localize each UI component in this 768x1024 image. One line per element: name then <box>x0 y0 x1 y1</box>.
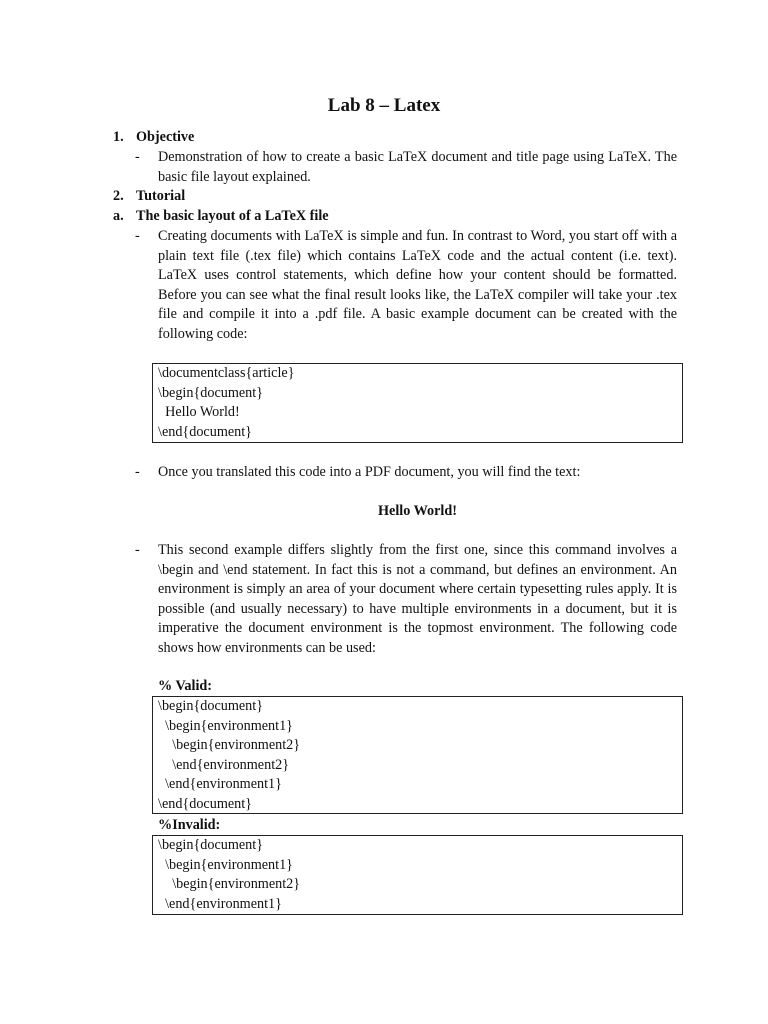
subsection-a-heading: The basic layout of a LaTeX file <box>136 208 329 224</box>
bullet-dash: - <box>135 149 140 165</box>
section-1-heading: Objective <box>136 129 195 145</box>
document-title: Lab 8 – Latex <box>327 95 441 116</box>
code-line: \begin{environment1} <box>158 856 293 873</box>
code-line: \end{document} <box>158 795 252 812</box>
code-line: \documentclass{article} <box>158 365 295 381</box>
code-line: \end{environment1} <box>158 895 282 912</box>
section-2-number: 2. <box>113 188 124 204</box>
code-line: \end{environment2} <box>158 756 290 773</box>
code-line: Hello World! <box>158 404 240 420</box>
code-line: \begin{environment2} <box>158 737 301 753</box>
code-box-invalid <box>152 835 683 915</box>
section-1-number: 1. <box>113 129 124 145</box>
valid-label: % Valid: <box>158 678 213 694</box>
objective-text: Demonstration of how to create a basic LaTeX document and title page using LaTeX. The basic file layout explained. <box>158 149 677 185</box>
code-line: \end{environment1} <box>158 776 282 792</box>
section-2-heading: Tutorial <box>136 188 186 204</box>
code-line: \end{document} <box>158 423 252 440</box>
code-box-valid <box>152 696 683 814</box>
subsection-a-number: a. <box>113 208 124 224</box>
code-line: \begin{environment2} <box>158 876 301 892</box>
bullet-dash: - <box>135 542 140 558</box>
paragraph-basic-layout: Creating documents with LaTeX is simple and fun. In contrast to Word, you start off with a plain text file (.tex file) which contains LaTeX code and the actual content (i.e. text). LaTeX uses control statements, which define how your content should be formatted. Before you can see what the final result looks like, the LaTeX compiler will take your .tex file and compile it into a .pdf file. A basic example document can be created with the following code: <box>158 228 677 342</box>
hello-world-output: Hello World! <box>378 503 457 519</box>
code-line: \begin{environment1} <box>158 717 293 734</box>
bullet-dash: - <box>135 228 140 244</box>
invalid-label: %Invalid: <box>158 817 221 833</box>
code-box-basic <box>152 363 683 443</box>
paragraph-environments: This second example differs slightly from the first one, since this command involves a \begin and \end statement. In fact this is not a command, but defines an environment. An environment is simply an area of your document where certain typesetting rules apply. It is possible (and usually necessary) to have multiple environments in a document, but it is imperative the document environment is the topmost environment. The following code shows how environments can be used: <box>158 542 677 656</box>
code-line: \begin{document} <box>158 837 264 853</box>
code-line: \begin{document} <box>158 698 264 714</box>
paragraph-translated: Once you translated this code into a PDF document, you will find the text: <box>158 464 581 480</box>
bullet-dash: - <box>135 464 140 480</box>
code-line: \begin{document} <box>158 384 264 401</box>
